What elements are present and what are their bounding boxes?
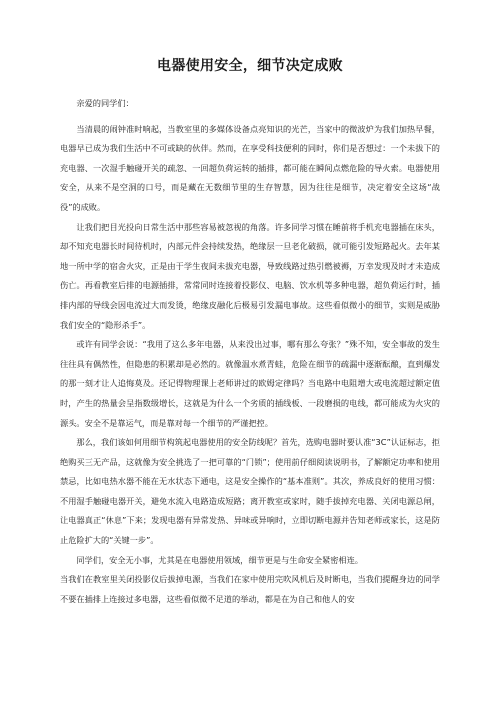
document-title: 电器使用安全，细节决定成败: [157, 58, 343, 74]
paragraph-2: 让我们把目光投向日常生活中那些容易被忽视的角落。许多同学习惯在睡前将手机充电器插在床头，却不知充电器长时间待机时，内部元件会持续发热，绝缘层一旦老化破损，就可能引发短路起火。去年某地一所中学的宿舍火灾，正是由于学生夜间未拔充电器，导致线路过热引燃被褥，万幸发现及时才未造成伤亡。再看教室后排的电源插排，常常同时连接着投影仪、电脑、饮水机等多种电器，超负荷运行时，插排内部的导线会因电流过大而发烫，绝缘皮融化后极易引发漏电事故。这些看似微小的细节，实则是威胁我们安全的“隐形杀手”。: [60, 221, 440, 330]
paragraph-4: 那么，我们该如何用细节构筑起电器使用的安全防线呢？首先，选购电器时要认准“3C”认证标志，拒绝购买三无产品，这就像为安全挑选了一把可靠的“门锁”；使用前仔细阅读说明书，了解额定功率和使用禁忌，比如电热水器不能在无水状态下通电，这是安全操作的“基本准则”。其次，养成良好的使用习惯：不用湿手触碰电器开关，避免水流入电路造成短路；离开教室或家时，随手拔掉充电器、关闭电源总闸，让电器真正“休息”下来；发现电器有异常发热、异味或异响时，立即切断电源并告知老师或家长，这是防止危险扩大的“关键一步”。: [60, 437, 440, 546]
greeting: 亲爱的同学们：: [76, 98, 134, 108]
paragraph-6: 当我们在教室里关闭投影仪后拔掉电源，当我们在家中使用完吹风机后及时断电，当我们提醒身边的同学不要在插排上连接过多电器，这些看似微不足道的举动，都是在为自己和他人的安: [60, 574, 440, 604]
paragraph-1: 当清晨的闹钟准时响起，当教室里的多媒体设备点亮知识的光芒，当家中的微波炉为我们加热早餐，电器早已成为我们生活中不可或缺的伙伴。然而，在享受科技便利的同时，你们是否想过：一个未拔下的充电器、一次湿手触碰开关的疏忽、一回超负荷运转的插排，都可能在瞬间点燃危险的导火索。电器使用安全，从来不是空洞的口号，而是藏在无数细节里的生存智慧，因为往往是细节，决定着安全这场“战役”的成败。: [60, 123, 440, 212]
paragraph-3: 或许有同学会说：“我用了这么多年电器，从来没出过事，哪有那么夸张？”殊不知，安全事故的发生往往具有偶然性，但隐患的积累却是必然的。就像温水煮青蛙，危险在细节的疏漏中逐渐酝酿，直到爆发的那一刻才让人追悔莫及。还记得物理课上老师讲过的欧姆定律吗？当电路中电阻增大或电流超过额定值时，产生的热量会呈指数级增长，这就是为什么一个劣质的插线板、一段磨损的电线，都可能成为火灾的源头。安全不是靠运气，而是靠对每一个细节的严谨把控。: [60, 339, 440, 428]
paragraph-5: 同学们，安全无小事，尤其是在电器使用领域，细节更是与生命安全紧密相连。: [76, 554, 363, 565]
document-body: [60, 94, 440, 609]
